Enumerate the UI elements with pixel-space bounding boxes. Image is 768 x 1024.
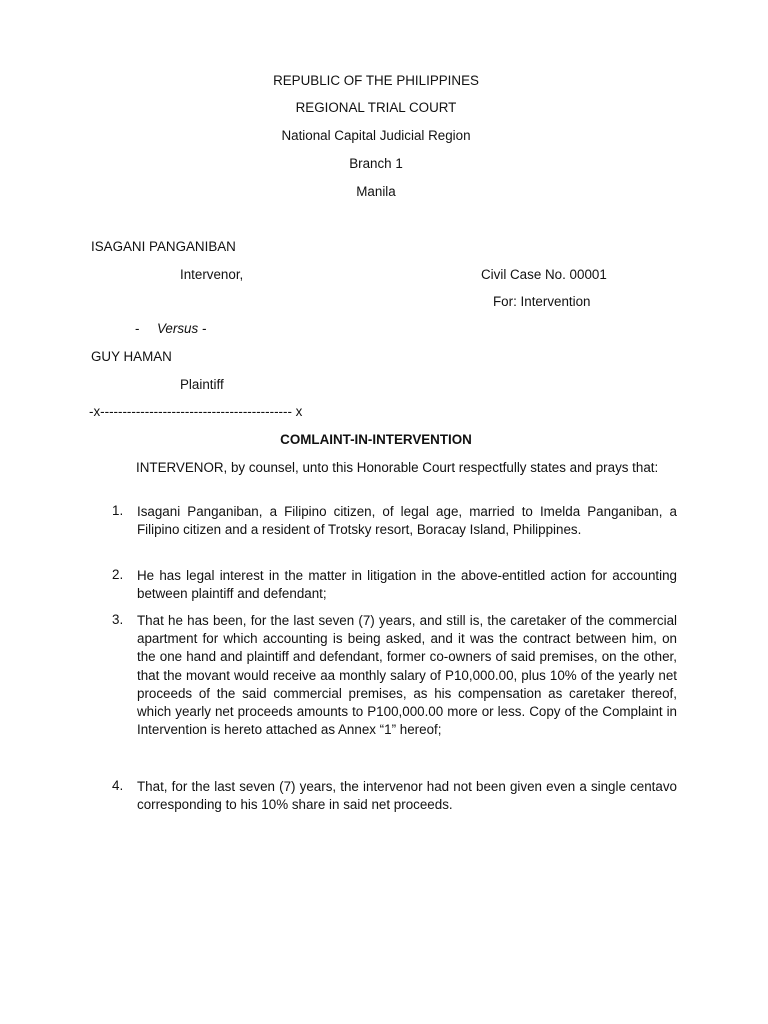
header-branch: Branch 1 [349,156,403,171]
item-number: 3. [112,612,124,627]
header-republic: REPUBLIC OF THE PHILIPPINES [273,73,479,88]
item-text: That he has been, for the last seven (7) years, and still is, the caretaker of the commercial apartment for which accounting is being asked, and it was the contract between him, on the one hand and plaintiff and defendant, former co-owners of said premises, on the other, that the movant would receive aa monthly salary of P10,000.00, plus 10% of the yearly net proceeds of the said commercial premises, as his compensation as caretaker thereof, which yearly net proceeds amounts to P100,000.00 more or less. Copy of the Complaint in Intervention is hereto attached as Annex “1” hereof; [137,613,677,738]
intervenor-role: Intervenor, [180,267,244,282]
versus-dash: - [135,321,140,336]
caption-separator: -x------------------------------------------- x [89,404,303,419]
item-number: 4. [112,778,124,793]
case-number: Civil Case No. 00001 [481,267,607,282]
plaintiff-name: GUY HAMAN [91,349,172,364]
intervenor-name: ISAGANI PANGANIBAN [91,239,236,254]
document-title: COMLAINT-IN-INTERVENTION [280,432,472,447]
item-text: He has legal interest in the matter in litigation in the above-entitled action for accounting between plaintiff and defendant; [137,568,677,602]
plaintiff-role: Plaintiff [180,377,224,392]
versus-label: Versus - [157,321,207,336]
item-text: Isagani Panganiban, a Filipino citizen, of legal age, married to Imelda Panganiban, a Filipino citizen and a resident of Trotsky resort, Boracay Island, Philippines. [137,504,677,538]
header-region: National Capital Judicial Region [281,128,471,143]
header-city: Manila [356,184,396,199]
case-for: For: Intervention [493,294,591,309]
item-number: 2. [112,567,124,582]
header-court: REGIONAL TRIAL COURT [295,100,457,115]
item-number: 1. [112,503,124,518]
item-text: That, for the last seven (7) years, the intervenor had not been given even a single centavo corresponding to his 10% share in said net proceeds. [137,779,677,813]
intro-paragraph: INTERVENOR, by counsel, unto this Honorable Court respectfully states and prays that: [136,460,659,475]
